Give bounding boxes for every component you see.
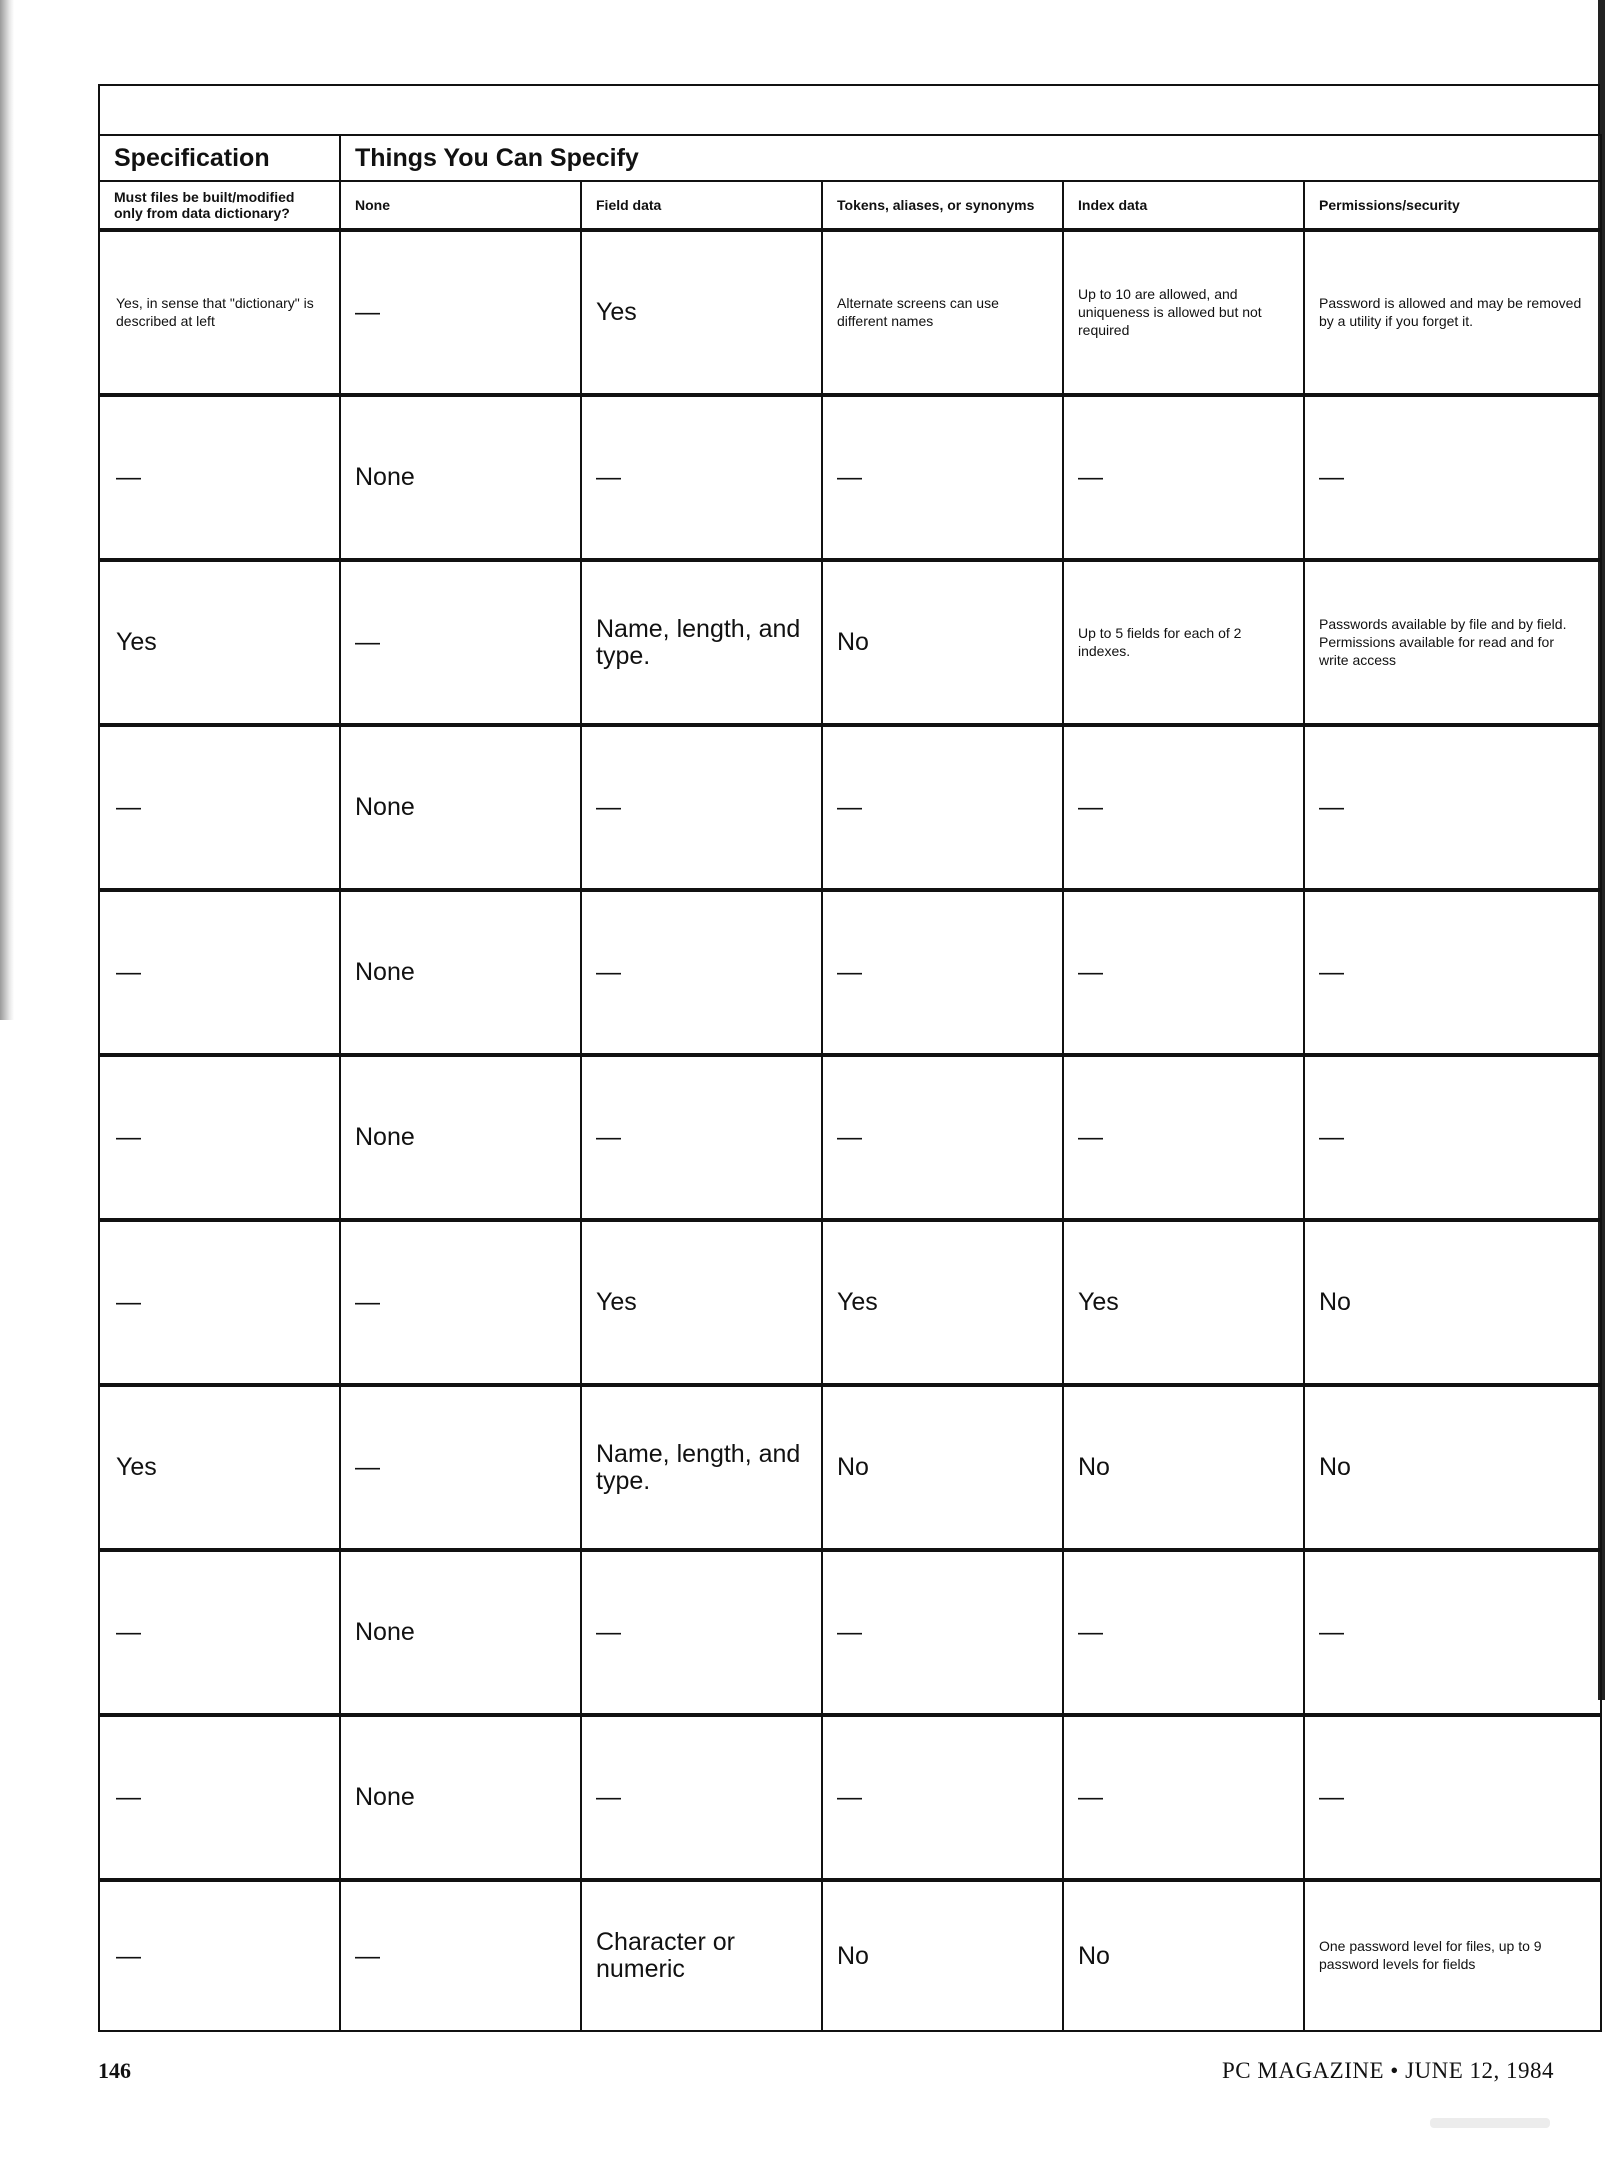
cell-permissions [1304,1880,1601,2031]
cell-text: — [596,958,621,986]
cell-text: — [1078,1783,1103,1811]
cell-tokens [822,1550,1063,1715]
cell-text: — [1078,1123,1103,1151]
cell-field-data [581,1550,822,1715]
cell-text: — [355,1941,380,1970]
cell-text: None [355,1123,415,1151]
header-row [99,135,1601,181]
cell-text: No [1319,1288,1351,1316]
cell-text: — [116,1288,141,1316]
cell-text: None [355,793,415,821]
cell-text: — [355,628,380,656]
cell-index-data [1063,230,1304,395]
cell-index-data [1063,1550,1304,1715]
cell-text: — [1319,1123,1344,1151]
cell-index-data [1063,1220,1304,1385]
cell-text: — [355,1453,380,1481]
cell-permissions [1304,1550,1601,1715]
cell-index-data [1063,395,1304,560]
cell-data-dictionary [99,725,340,890]
cell-text: Character or numeric [596,1928,735,1983]
cell-tokens [822,1055,1063,1220]
page-spine-shadow [0,0,14,1020]
cell-tokens [822,890,1063,1055]
specification-header: Specification [99,135,340,181]
cell-field-data [581,395,822,560]
cell-text: Yes [837,1288,878,1316]
cell-text: One password level for files, up to 9 password levels for fields [1319,1938,1542,1972]
cell-none [340,725,581,890]
subheader-row [99,181,1601,230]
cell-permissions [1304,560,1601,725]
cell-text: — [1078,958,1103,986]
cell-text: No [837,1941,869,1970]
cell-field-data [581,230,822,395]
cell-text: No [1078,1453,1110,1481]
subheader-index-data: Index data [1063,181,1304,230]
subheader-data-dictionary: Must files be built/modified only from data dictionary? [99,181,340,230]
cell-none [340,1385,581,1550]
cell-text: Yes [596,298,637,326]
cell-text: Up to 10 are allowed, and uniqueness is allowed but not required [1078,285,1262,338]
cell-text: No [837,1453,869,1481]
cell-text: Yes [596,1288,637,1316]
cell-index-data [1063,1385,1304,1550]
cell-field-data [581,890,822,1055]
cell-none [340,560,581,725]
cell-permissions [1304,1055,1601,1220]
cell-text: — [596,1618,621,1646]
cell-data-dictionary [99,1385,340,1550]
cell-permissions [1304,1385,1601,1550]
publication-footer: PC MAGAZINE • JUNE 12, 1984 [1222,2058,1555,2083]
subheader-none: None [340,181,581,230]
cell-field-data [581,1220,822,1385]
cell-text: Yes [1078,1288,1119,1316]
cell-field-data [581,560,822,725]
table-row [99,1055,1601,1220]
cell-none [340,230,581,395]
cell-text: Password is allowed and may be removed by a utility if you forget it. [1319,294,1582,329]
cell-field-data [581,1715,822,1880]
cell-index-data [1063,1055,1304,1220]
cell-data-dictionary [99,395,340,560]
cell-index-data [1063,560,1304,725]
table-row [99,230,1601,395]
cell-text: — [1319,958,1344,986]
table-row [99,560,1601,725]
cell-permissions [1304,1715,1601,1880]
table-row [99,725,1601,890]
cell-data-dictionary [99,1715,340,1880]
cell-text: — [837,793,862,821]
cell-text: — [1078,1618,1103,1646]
table-row [99,1715,1601,1880]
table-row [99,1550,1601,1715]
cell-text: — [116,1783,141,1811]
cell-none [340,1880,581,2031]
cell-text: — [116,463,141,491]
table-row [99,890,1601,1055]
cell-data-dictionary [99,230,340,395]
cell-tokens [822,1880,1063,2031]
cell-text: None [355,463,415,491]
cell-index-data [1063,1880,1304,2031]
cell-tokens [822,1715,1063,1880]
cell-data-dictionary [99,560,340,725]
cell-index-data [1063,1715,1304,1880]
subheader-field-data: Field data [581,181,822,230]
cell-tokens [822,1220,1063,1385]
table-row [99,395,1601,560]
things-you-can-specify-header: Things You Can Specify [340,135,1601,181]
cell-text: No [837,628,869,656]
cell-text: None [355,958,415,986]
cell-text: — [1319,463,1344,491]
cell-field-data [581,725,822,890]
cell-tokens [822,725,1063,890]
cell-tokens [822,395,1063,560]
cell-data-dictionary [99,1550,340,1715]
cell-text: No [1078,1941,1110,1970]
table-row [99,1220,1601,1385]
cell-text: — [1319,1618,1344,1646]
cell-text: — [837,463,862,491]
cell-text: — [116,1123,141,1151]
cell-text: Alternate screens can use different names [837,294,999,329]
table-row [99,1385,1601,1550]
cell-none [340,890,581,1055]
cell-tokens [822,230,1063,395]
cell-text: — [1319,793,1344,821]
comparison-table-wrap [98,84,1600,2032]
cell-none [340,395,581,560]
cell-none [340,1715,581,1880]
cell-text: — [116,793,141,821]
table-row [99,1880,1601,2031]
cell-tokens [822,560,1063,725]
cell-text: — [116,1618,141,1646]
cell-index-data [1063,890,1304,1055]
cell-none [340,1220,581,1385]
cell-text: — [355,298,380,326]
cell-text: Name, length, and type. [596,1439,801,1495]
cell-text: — [837,1618,862,1646]
cell-field-data [581,1880,822,2031]
cell-index-data [1063,725,1304,890]
cell-permissions [1304,230,1601,395]
cell-data-dictionary [99,1880,340,2031]
comparison-table [98,134,1602,2032]
cell-text: — [596,1123,621,1151]
cell-text: Yes [116,628,157,656]
cell-text: — [1078,793,1103,821]
cell-permissions [1304,395,1601,560]
scan-smudge [1430,2118,1550,2128]
cell-text: — [837,1783,862,1811]
subheader-tokens: Tokens, aliases, or synonyms [822,181,1063,230]
cell-text: — [1319,1783,1344,1811]
cell-permissions [1304,725,1601,890]
cell-data-dictionary [99,1055,340,1220]
cell-none [340,1055,581,1220]
cell-text: Yes, in sense that "dictionary" is described at left [116,294,314,329]
cell-text: — [837,958,862,986]
cell-text: Name, length, and type. [596,614,801,670]
cell-text: — [116,1941,141,1970]
cell-data-dictionary [99,1220,340,1385]
table-top-band [98,84,1600,134]
cell-text: None [355,1618,415,1646]
cell-permissions [1304,890,1601,1055]
cell-text: — [1078,463,1103,491]
cell-text: No [1319,1453,1351,1481]
cell-text: — [116,958,141,986]
cell-tokens [822,1385,1063,1550]
cell-text: — [596,1783,621,1811]
cell-data-dictionary [99,890,340,1055]
page-number: 146 [98,2058,131,2083]
cell-text: — [355,1288,380,1316]
cell-field-data [581,1385,822,1550]
cell-text: Yes [116,1453,157,1481]
cell-field-data [581,1055,822,1220]
cell-text: — [596,793,621,821]
cell-text: Passwords available by file and by field. Permissions available for read and for write access [1319,615,1567,668]
cell-text: — [837,1123,862,1151]
cell-none [340,1550,581,1715]
cell-text: None [355,1783,415,1811]
cell-permissions [1304,1220,1601,1385]
cell-text: — [596,463,621,491]
subheader-permissions: Permissions/security [1304,181,1601,230]
cell-text: Up to 5 fields for each of 2 indexes. [1078,624,1242,659]
